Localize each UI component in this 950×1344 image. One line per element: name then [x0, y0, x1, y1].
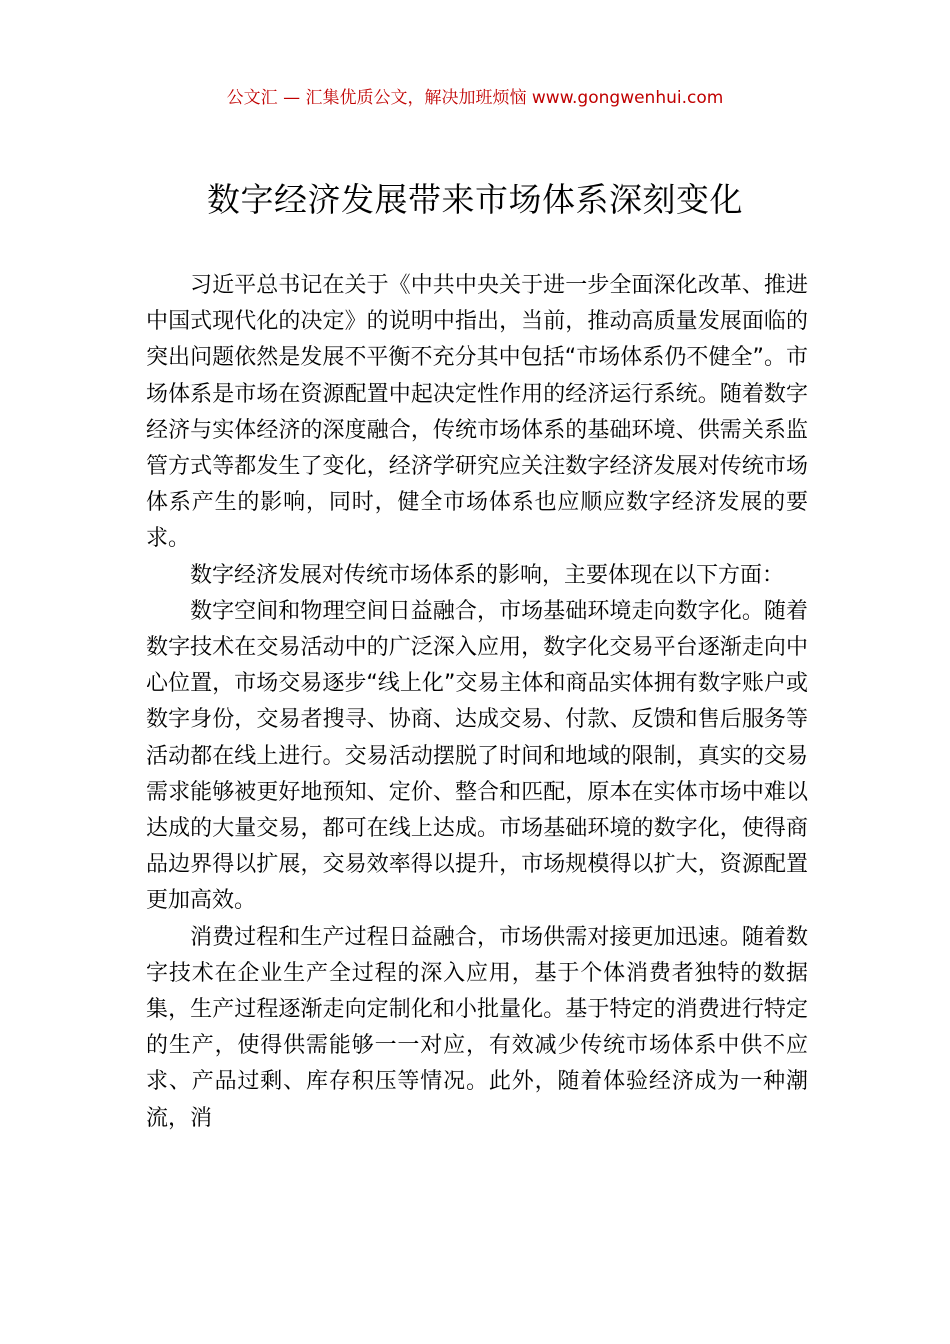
paragraph: 消费过程和生产过程日益融合，市场供需对接更加迅速。随着数字技术在企业生产全过程的深入应用，基于个体消费者独特的数据集，生产过程逐渐走向定制化和小批量化。基于特定的消费进行特定的生产，使得供需能够一一对应，有效减少传统市场体系中供不应求、产品过剩、库存积压等情况。此外，随着体验经济成为一种潮流，消 [146, 924, 808, 1131]
paragraph: 数字经济发展对传统市场体系的影响，主要体现在以下方面： [190, 562, 785, 588]
document-title: 数字经济发展带来市场体系深刻变化 [207, 180, 743, 219]
document-body [146, 268, 808, 1137]
header-banner: 公文汇 — 汇集优质公文，解决加班烦恼 www.gongwenhui.com [226, 88, 724, 108]
paragraph: 习近平总书记在关于《中共中央关于进一步全面深化改革、推进中国式现代化的决定》的说明中指出，当前，推动高质量发展面临的突出问题依然是发展不平衡不充分其中包括“市场体系仍不健全”。市场体系是市场在资源配置中起决定性作用的经济运行系统。随着数字经济与实体经济的深度融合，传统市场体系的基础环境、供需关系监管方式等都发生了变化，经济学研究应关注数字经济发展对传统市场体系产生的影响，同时，健全市场体系也应顺应数字经济发展的要求。 [146, 273, 808, 552]
paragraph: 数字空间和物理空间日益融合，市场基础环境走向数字化。随着数字技术在交易活动中的广泛深入应用，数字化交易平台逐渐走向中心位置，市场交易逐步“线上化”交易主体和商品实体拥有数字账户或数字身份，交易者搜寻、协商、达成交易、付款、反馈和售后服务等活动都在线上进行。交易活动摆脱了时间和地域的限制，真实的交易需求能够被更好地预知、定价、整合和匹配，原本在实体市场中难以达成的大量交易，都可在线上达成。市场基础环境的数字化，使得商品边界得以扩展，交易效率得以提升，市场规模得以扩大，资源配置更加高效。 [146, 598, 808, 914]
